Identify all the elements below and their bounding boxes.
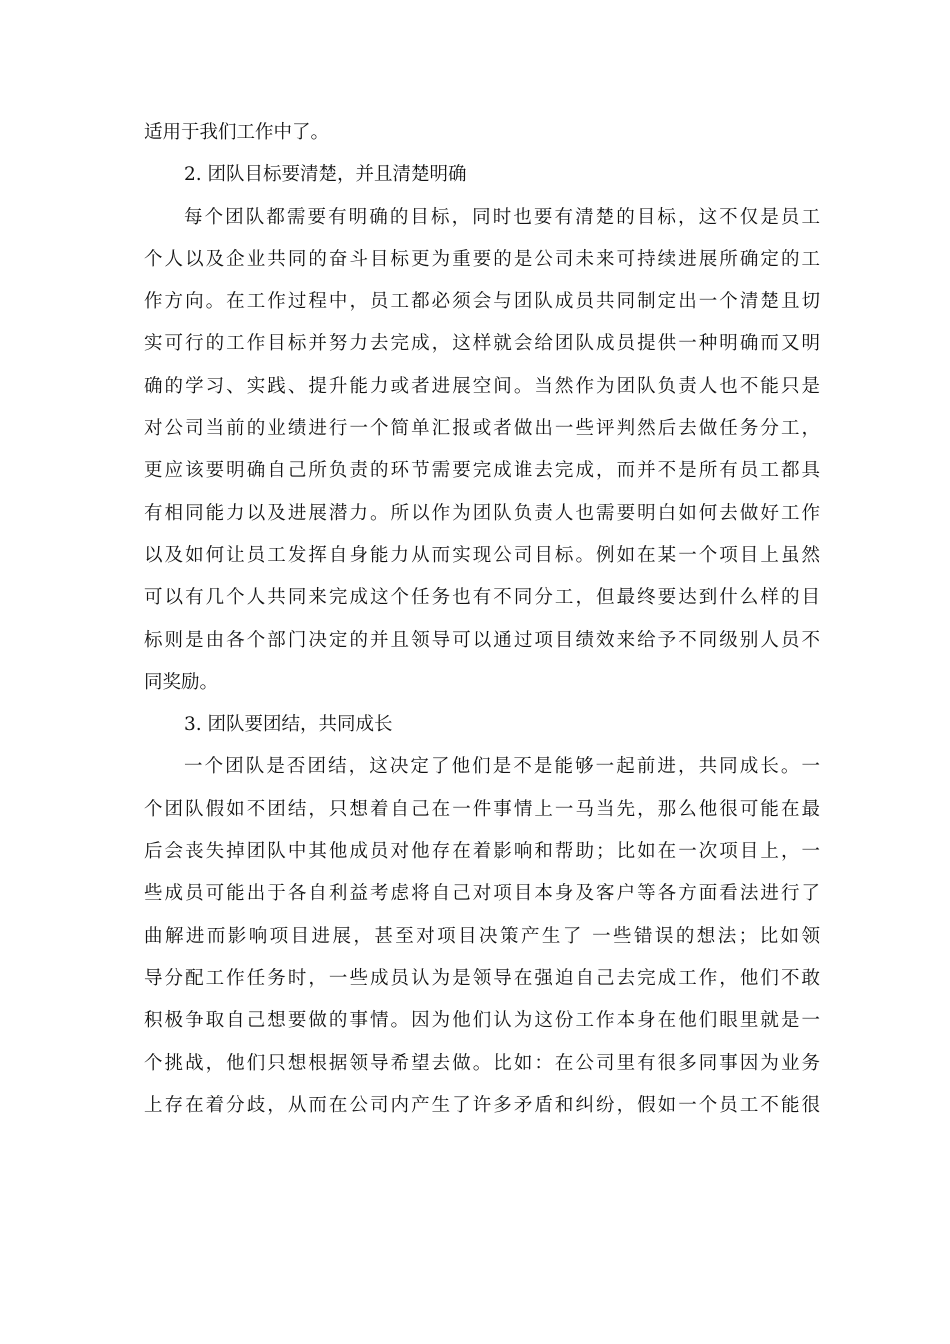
text-line: 个挑战，他们只想根据领导希望去做。比如：在公司里有很多同事因为业务 — [144, 1052, 820, 1074]
document-page — [144, 112, 820, 1127]
text-line: 曲解进而影响项目进展，甚至对项目决策产生了 一些错误的想法；比如领 — [144, 925, 820, 947]
text-line: 可以有几个人共同来完成这个任务也有不同分工，但最终要达到什么样的目 — [144, 587, 820, 609]
text-line: 每个团队都需要有明确的目标，同时也要有清楚的目标，这不仅是员工 — [184, 206, 820, 228]
text-line: 实可行的工作目标并努力去完成，这样就会给团队成员提供一种明确而又明 — [144, 333, 820, 355]
text-line: 导分配工作任务时，一些成员认为是领导在强迫自己去完成工作，他们不敢 — [144, 967, 820, 989]
text-line: 同奖励。 — [144, 671, 219, 693]
text-line: 一个团队是否团结，这决定了他们是不是能够一起前进，共同成长。一 — [184, 756, 820, 778]
text-line: 2. 团队目标要清楚，并且清楚明确 — [184, 164, 467, 186]
text-line: 对公司当前的业绩进行一个简单汇报或者做出一些评判然后去做任务分工， — [144, 418, 820, 440]
text-line: 3. 团队要团结，共同成长 — [184, 714, 393, 736]
text-line: 积极争取自己想要做的事情。因为他们认为这份工作本身在他们眼里就是一 — [144, 1010, 820, 1032]
text-line: 标则是由各个部门决定的并且领导可以通过项目绩效来给予不同级别人员不 — [144, 629, 820, 651]
text-line: 个团队假如不团结，只想着自己在一件事情上一马当先，那么他很可能在最 — [144, 798, 820, 820]
text-line: 上存在着分歧，从而在公司内产生了许多矛盾和纠纷，假如一个员工不能很 — [144, 1094, 820, 1116]
text-line: 有相同能力以及进展潜力。所以作为团队负责人也需要明白如何去做好工作 — [144, 502, 820, 524]
text-line: 些成员可能出于各自利益考虑将自己对项目本身及客户等各方面看法进行了 — [144, 883, 820, 905]
text-line: 适用于我们工作中了。 — [144, 122, 330, 143]
text-line: 后会丧失掉团队中其他成员对他存在着影响和帮助；比如在一次项目上，一 — [144, 841, 820, 863]
text-line: 以及如何让员工发挥自身能力从而实现公司目标。例如在某一个项目上虽然 — [144, 544, 820, 566]
text-line: 更应该要明确自己所负责的环节需要完成谁去完成，而并不是所有员工都具 — [144, 460, 820, 482]
text-line: 确的学习、实践、提升能力或者进展空间。当然作为团队负责人也不能只是 — [144, 375, 820, 397]
text-line: 个人以及企业共同的奋斗目标更为重要的是公司未来可持续进展所确定的工 — [144, 248, 820, 270]
text-line: 作方向。在工作过程中，员工都必须会与团队成员共同制定出一个清楚且切 — [144, 291, 820, 313]
